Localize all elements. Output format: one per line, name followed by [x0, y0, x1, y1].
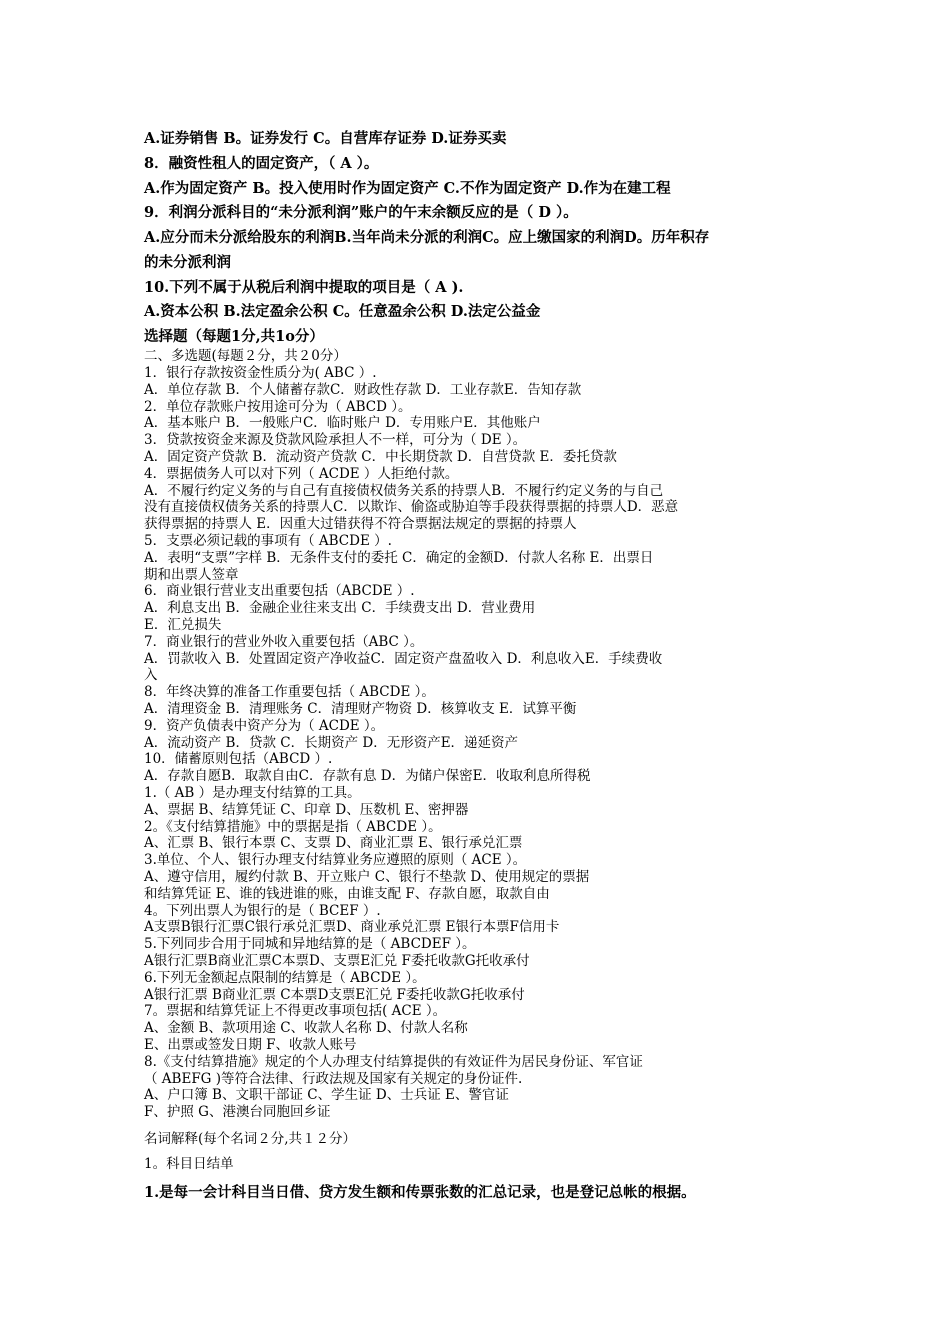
text-line: 没有直接债权债务关系的持票人C．以欺诈、偷盗或胁迫等手段获得票据的持票人D．恶意: [144, 499, 679, 515]
text-line: 4．票据债务人可以对下列（ ACDE ）人拒绝付款。: [144, 466, 459, 482]
text-line: 6．商业银行营业支出重要包括（ABCDE ）.: [144, 583, 415, 599]
text-line: 10．储蓄原则包括（ABCD ）.: [144, 751, 333, 767]
text-line: A银行汇票 B商业汇票 C本票D支票E汇兑 F委托收款G托收承付: [144, 987, 525, 1003]
text-line: 7。票据和结算凭证上不得更改事项包括( ACE ）。: [144, 1003, 447, 1019]
text-line: A．流动资产 B．贷款 C．长期资产 D．无形资产E．递延资产: [144, 735, 519, 751]
text-line: 获得票据的持票人 E．因重大过错获得不符合票据法规定的票据的持票人: [144, 516, 577, 532]
text-line: A、票据 B、结算凭证 C、印章 D、压数机 E、密押器: [144, 802, 469, 818]
text-line: A支票B银行汇票C银行承兑汇票D、商业承兑汇票 E银行本票F信用卡: [144, 919, 560, 935]
text-line: 3.单位、个人、银行办理支付结算业务应遵照的原则（ ACE ）。: [144, 852, 527, 868]
text-line: A．单位存款 B．个人储蓄存款C．财政性存款 D．工业存款E．告知存款: [144, 382, 582, 398]
text-line: A、遵守信用，履约付款 B、开立账户 C、银行不垫款 D、使用规定的票据: [144, 869, 590, 885]
text-line: 3．贷款按资金来源及贷款风险承担人不一样，可分为（ DE ）。: [144, 432, 527, 448]
text-line: 5.下列同步合用于同城和异地结算的是（ ABCDEF ）。: [144, 936, 476, 952]
text-line: 6.下列无金额起点限制的结算是（ ABCDE ）。: [144, 970, 426, 986]
text-line: A.作为固定资产 B。投入使用时作为固定资产 C.不作为固定资产 D.作为在建工程: [144, 180, 671, 197]
text-line: A．存款自愿B．取款自由C．存款有息 D．为储户保密E．收取利息所得税: [144, 768, 591, 784]
text-line: 8．融资性租人的固定资产，（ A ）。: [144, 155, 379, 172]
text-line: E．汇兑损失: [144, 617, 222, 633]
text-line: 8．年终决算的准备工作重要包括（ ABCDE ）。: [144, 684, 435, 700]
text-line: 入: [144, 667, 158, 683]
text-line: 9．利润分派科目的“未分派利润”账户的午末余额反应的是（ D ）。: [144, 204, 578, 221]
text-line: A．罚款收入 B．处置固定资产净收益C．固定资产盘盈收入 D．利息收入E．手续费收: [144, 651, 663, 667]
text-line: A．利息支出 B．金融企业往来支出 C．手续费支出 D．营业费用: [144, 600, 536, 616]
text-line: 1.是每一会计科目当日借、贷方发生额和传票张数的汇总记录，也是登记总帐的根据。: [144, 1184, 696, 1201]
text-line: A、汇票 B、银行本票 C、支票 D、商业汇票 E、银行承兑汇票: [144, 835, 523, 851]
text-line: 2．单位存款账户按用途可分为（ ABCD ）。: [144, 399, 412, 415]
text-line: 期和出票人签章: [144, 567, 239, 583]
text-line: 选择题（每题1分,共1o分）: [144, 328, 324, 345]
text-line: A．表明“支票”字样 B．无条件支付的委托 C．确定的金额D．付款人名称 E．出票日: [144, 550, 654, 566]
text-line: A、户口簿 B、文职干部证 C、学生证 D、士兵证 E、警官证: [144, 1087, 509, 1103]
text-line: 9．资产负债表中资产分为（ ACDE ）。: [144, 718, 385, 734]
text-line: 8.《支付结算措施》规定的个人办理支付结算提供的有效证件为居民身份证、军官证: [144, 1054, 643, 1070]
text-line: A.资本公积 B.法定盈余公积 C。任意盈余公积 D.法定公益金: [144, 303, 541, 320]
text-line: A.证券销售 B。证券发行 C。自营库存证券 D.证券买卖: [144, 130, 507, 147]
text-line: A．基本账户 B．一般账户C．临时账户 D．专用账户E．其他账户: [144, 415, 541, 431]
text-line: E、出票或签发日期 F、收款人账号: [144, 1037, 357, 1053]
text-line: 的未分派利润: [144, 254, 231, 271]
text-line: 10.下列不属于从税后利润中提取的项目是（ A ).: [144, 279, 464, 296]
text-line: A.应分而未分派给股东的利润B.当年尚未分派的利润C。应上缴国家的利润D。历年积存: [144, 229, 710, 246]
text-line: 和结算凭证 E、谁的钱进谁的账，由谁支配 F、存款自愿，取款自由: [144, 886, 550, 902]
text-line: 5．支票必须记载的事项有（ ABCDE ）.: [144, 533, 392, 549]
text-line: 7．商业银行的营业外收入重要包括（ABC ）。: [144, 634, 424, 650]
text-line: A．固定资产贷款 B．流动资产贷款 C．中长期贷款 D．自营贷款 E．委托贷款: [144, 449, 617, 465]
text-line: 1。科目日结单: [144, 1156, 234, 1172]
text-line: 2。《支付结算措施》中的票据是指（ ABCDE ）。: [144, 819, 442, 835]
text-line: （ ABEFG )等符合法律、行政法规及国家有关规定的身份证件.: [144, 1071, 523, 1087]
text-line: 4。下列出票人为银行的是（ BCEF ）.: [144, 903, 381, 919]
text-line: F、护照 G、港澳台同胞回乡证: [144, 1104, 331, 1120]
text-line: A．不履行约定义务的与自己有直接债权债务关系的持票人B．不履行约定义务的与自己: [144, 483, 664, 499]
text-line: 1．银行存款按资金性质分为( ABC ）.: [144, 365, 377, 381]
text-line: 二、多选题(每题２分，共２0分）: [144, 348, 347, 364]
text-line: 1.（ AB ）是办理支付结算的工具。: [144, 785, 361, 801]
text-line: A、金额 B、款项用途 C、收款人名称 D、付款人名称: [144, 1020, 468, 1036]
text-line: A．清理资金 B．清理账务 C．清理财产物资 D．核算收支 E．试算平衡: [144, 701, 577, 717]
text-line: 名词解释(每个名词２分,共１２分）: [144, 1131, 357, 1147]
text-line: A银行汇票B商业汇票C本票D、支票E汇兑 F委托收款G托收承付: [144, 953, 530, 969]
